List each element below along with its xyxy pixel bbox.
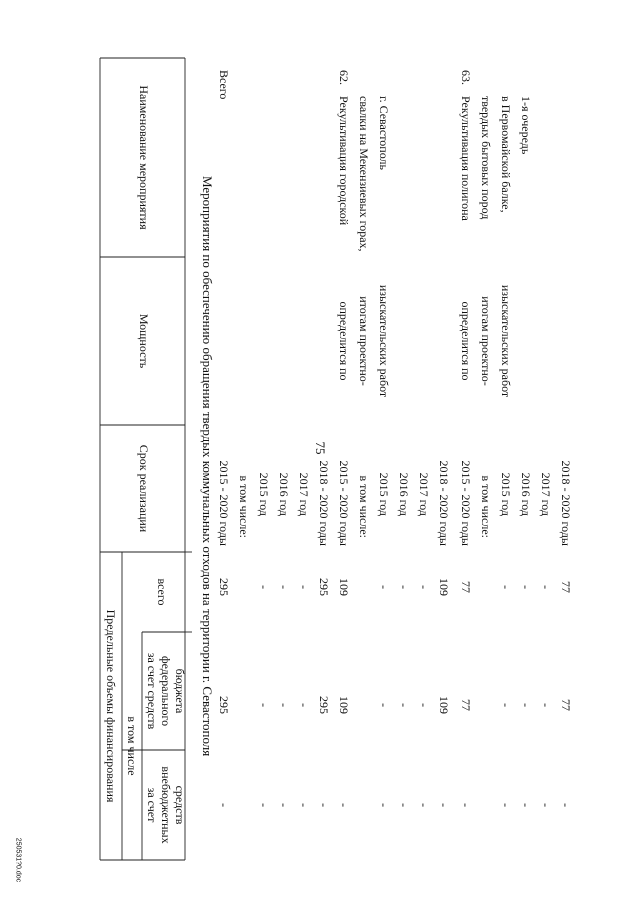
value-total: - bbox=[539, 585, 553, 589]
period-line: 2015 год bbox=[257, 472, 271, 516]
header-funding: Предельные объемы финансирования bbox=[104, 609, 118, 803]
item-number: 63. bbox=[459, 70, 473, 85]
period-line: 2018 - 2020 годы bbox=[437, 460, 451, 546]
value-extrabudget: - bbox=[297, 803, 311, 807]
value-total: - bbox=[499, 585, 513, 589]
value-federal: - bbox=[377, 703, 391, 707]
summary-label: Всего bbox=[217, 70, 231, 100]
value-federal: - bbox=[257, 703, 271, 707]
value-total: - bbox=[397, 585, 411, 589]
value-federal: - bbox=[417, 703, 431, 707]
footer-file-code: 250531?0.doc bbox=[14, 837, 22, 883]
value-extrabudget: - bbox=[417, 803, 431, 807]
period-line: 2015 - 2020 годы bbox=[217, 460, 231, 546]
period-line: в том числе: bbox=[237, 475, 251, 538]
period-line: в том числе: bbox=[357, 475, 371, 538]
value-federal: - bbox=[499, 703, 513, 707]
item-name-line: г. Севастополь bbox=[377, 96, 391, 171]
value-extrabudget: - bbox=[217, 803, 231, 807]
item-name-line: свалки на Мекензиевых горах, bbox=[357, 96, 371, 252]
value-federal: - bbox=[297, 703, 311, 707]
item-name-line: Рекультивация городской bbox=[337, 96, 351, 226]
value-total: - bbox=[257, 585, 271, 589]
value-extrabudget: - bbox=[257, 803, 271, 807]
value-extrabudget: - bbox=[277, 803, 291, 807]
value-total: - bbox=[519, 585, 533, 589]
value-total: - bbox=[377, 585, 391, 589]
header-name: Наименование мероприятия bbox=[137, 85, 151, 230]
value-extrabudget: - bbox=[519, 803, 533, 807]
value-federal: 109 bbox=[337, 696, 351, 714]
value-total: - bbox=[417, 585, 431, 589]
value-extrabudget: - bbox=[559, 803, 573, 807]
value-extrabudget: - bbox=[539, 803, 553, 807]
item-capacity-line: итогам проектно- bbox=[479, 296, 493, 386]
period-line: 2016 год bbox=[519, 472, 533, 516]
value-federal: - bbox=[397, 703, 411, 707]
header-period: Срок реализации bbox=[137, 444, 151, 533]
page-number: 75 bbox=[313, 441, 328, 455]
period-line: в том числе: bbox=[479, 475, 493, 538]
period-line: 2017 год bbox=[417, 472, 431, 516]
header-federal-line: за счет средств bbox=[145, 652, 159, 730]
period-line: 2018 - 2020 годы bbox=[317, 460, 331, 546]
value-federal: 295 bbox=[217, 696, 231, 714]
period-line: 2015 - 2020 годы bbox=[337, 460, 351, 546]
value-total: - bbox=[277, 585, 291, 589]
item-name-line: в Первомайской балке, bbox=[499, 96, 513, 213]
item-name-line: 1-я очередь bbox=[519, 96, 533, 155]
value-federal: 77 bbox=[459, 699, 473, 711]
header-total: всего bbox=[155, 578, 169, 606]
item-capacity-line: определится по bbox=[459, 301, 473, 381]
value-total: - bbox=[297, 585, 311, 589]
period-line: 2016 год bbox=[397, 472, 411, 516]
header-federal-line: бюджета bbox=[173, 668, 187, 714]
value-total: 295 bbox=[217, 578, 231, 596]
header-extrabudget-line: средств bbox=[173, 785, 187, 825]
item-capacity-line: изыскательских работ bbox=[377, 284, 391, 398]
period-line: 2017 год bbox=[297, 472, 311, 516]
section-title: Мероприятия по обеспечению обращения твердых коммунальных отходов на территории г. Севастополя bbox=[200, 176, 215, 757]
header-capacity: Мощность bbox=[137, 313, 151, 369]
period-line: 2018 - 2020 годы bbox=[559, 460, 573, 546]
table-text bbox=[104, 70, 573, 844]
value-total: 109 bbox=[437, 578, 451, 596]
value-total: 77 bbox=[459, 581, 473, 593]
period-line: 2015 год bbox=[499, 472, 513, 516]
period-line: 2017 год bbox=[539, 472, 553, 516]
header-extrabudget-line: за счет bbox=[145, 787, 159, 823]
value-extrabudget: - bbox=[317, 803, 331, 807]
value-extrabudget: - bbox=[459, 803, 473, 807]
value-federal: 109 bbox=[437, 696, 451, 714]
item-capacity-line: итогам проектно- bbox=[357, 296, 371, 386]
header-including: в том числе bbox=[125, 716, 139, 776]
item-capacity-line: определится по bbox=[337, 301, 351, 381]
period-line: 2015 год bbox=[377, 472, 391, 516]
header-extrabudget-line: внебюджетных bbox=[159, 766, 173, 844]
value-federal: - bbox=[539, 703, 553, 707]
value-extrabudget: - bbox=[397, 803, 411, 807]
value-federal: - bbox=[519, 703, 533, 707]
value-total: 295 bbox=[317, 578, 331, 596]
period-line: 2015 - 2020 годы bbox=[459, 460, 473, 546]
value-extrabudget: - bbox=[337, 803, 351, 807]
value-total: 77 bbox=[559, 581, 573, 593]
value-federal: 295 bbox=[317, 696, 331, 714]
item-name-line: Рекультивация полигона bbox=[459, 96, 473, 221]
item-capacity-line: изыскательских работ bbox=[499, 284, 513, 398]
value-extrabudget: - bbox=[437, 803, 451, 807]
period-line: 2016 год bbox=[277, 472, 291, 516]
value-federal: - bbox=[277, 703, 291, 707]
header-federal-line: федерального bbox=[159, 655, 173, 727]
value-total: 109 bbox=[337, 578, 351, 596]
item-name-line: твердых бытовых пород bbox=[479, 96, 493, 220]
value-extrabudget: - bbox=[377, 803, 391, 807]
value-federal: 77 bbox=[559, 699, 573, 711]
item-number: 62. bbox=[337, 70, 351, 85]
value-extrabudget: - bbox=[499, 803, 513, 807]
